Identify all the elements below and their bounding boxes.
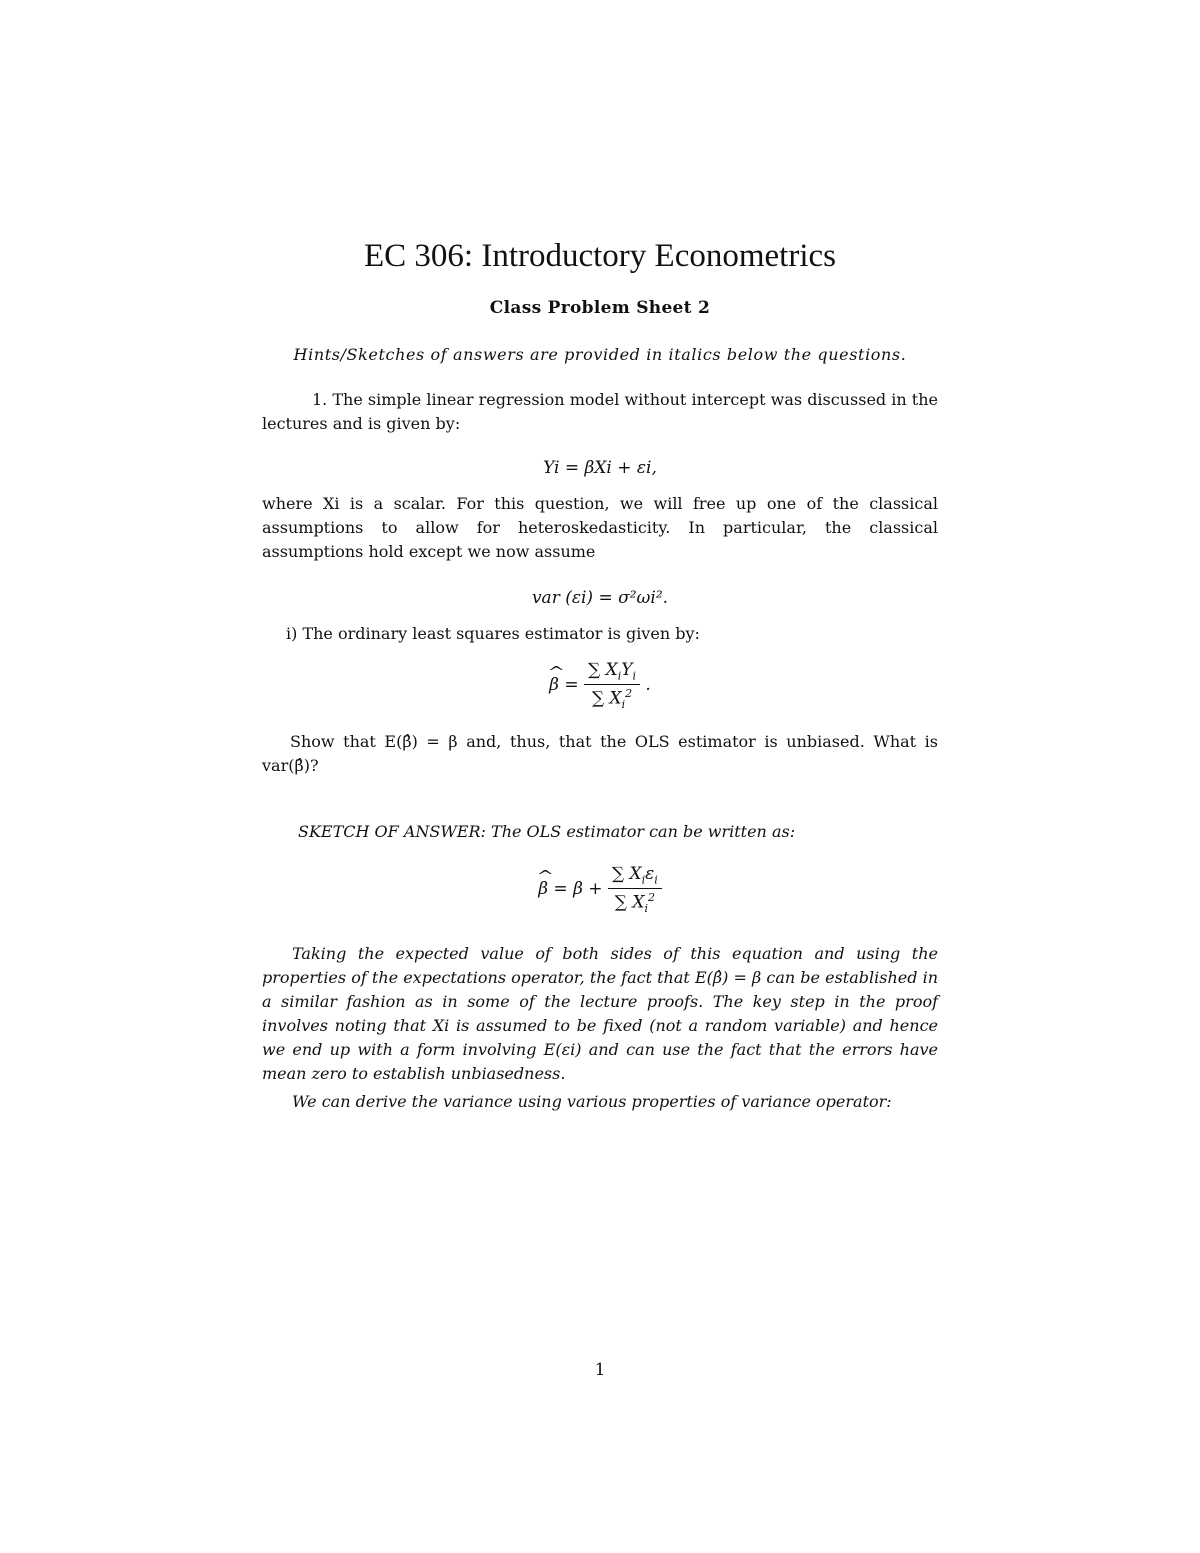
where-paragraph: where Xi is a scalar. For this question, we will free up one of the classical assumptions to allow for heteroskedasticity. In particular, the classical assumptions hold except we now assume [262, 494, 938, 561]
ols-decomposition-formula: ^ β = β + $\frac{\sum X_i\varepsilon_i}{\sum X_i^2}$ [0, 864, 1200, 915]
taking-expected-paragraph: Taking the expected value of both sides of this equation and using the properties of the expectations operator, the fact that E(β̂) = β can be established in a similar fashion as in some of the lecture proofs. The key step in the proof involves noting that Xi is assumed to be fixed (not a random variable) and hence we end up with a form involving E(εi) and can use the fact that the errors have mean zero to establish unbiasedness. [262, 944, 938, 1083]
part-i-text: i) The ordinary least squares estimator is given by: [286, 624, 700, 643]
page-number: 1 [594, 1360, 606, 1380]
question-1-intro: 1. The simple linear regression model without intercept was discussed in the lectures and is given by: [262, 390, 938, 433]
model-equation: Yi = βXi + εi, [543, 458, 657, 478]
hint-line: Hints/Sketches of answers are provided in italics below the questions. [293, 345, 907, 364]
show-that-text: Show that E(β̂) = β and, thus, that the OLS estimator is unbiased. What is var(β̂)? [262, 732, 938, 775]
variance-derivation-text: We can derive the variance using various properties of variance operator: [292, 1092, 892, 1111]
sketch-label: SKETCH OF ANSWER: The OLS estimator can be written as: [298, 822, 796, 841]
ols-estimator-formula: ^ β = $\frac{\sum X_iY_i}{\sum X_i^2}$ . [0, 660, 1200, 711]
page-subtitle: Class Problem Sheet 2 [489, 298, 711, 318]
variance-assumption: var (εi) = σ²ωi². [531, 588, 669, 608]
page-title: EC 306: Introductory Econometrics [364, 238, 836, 274]
